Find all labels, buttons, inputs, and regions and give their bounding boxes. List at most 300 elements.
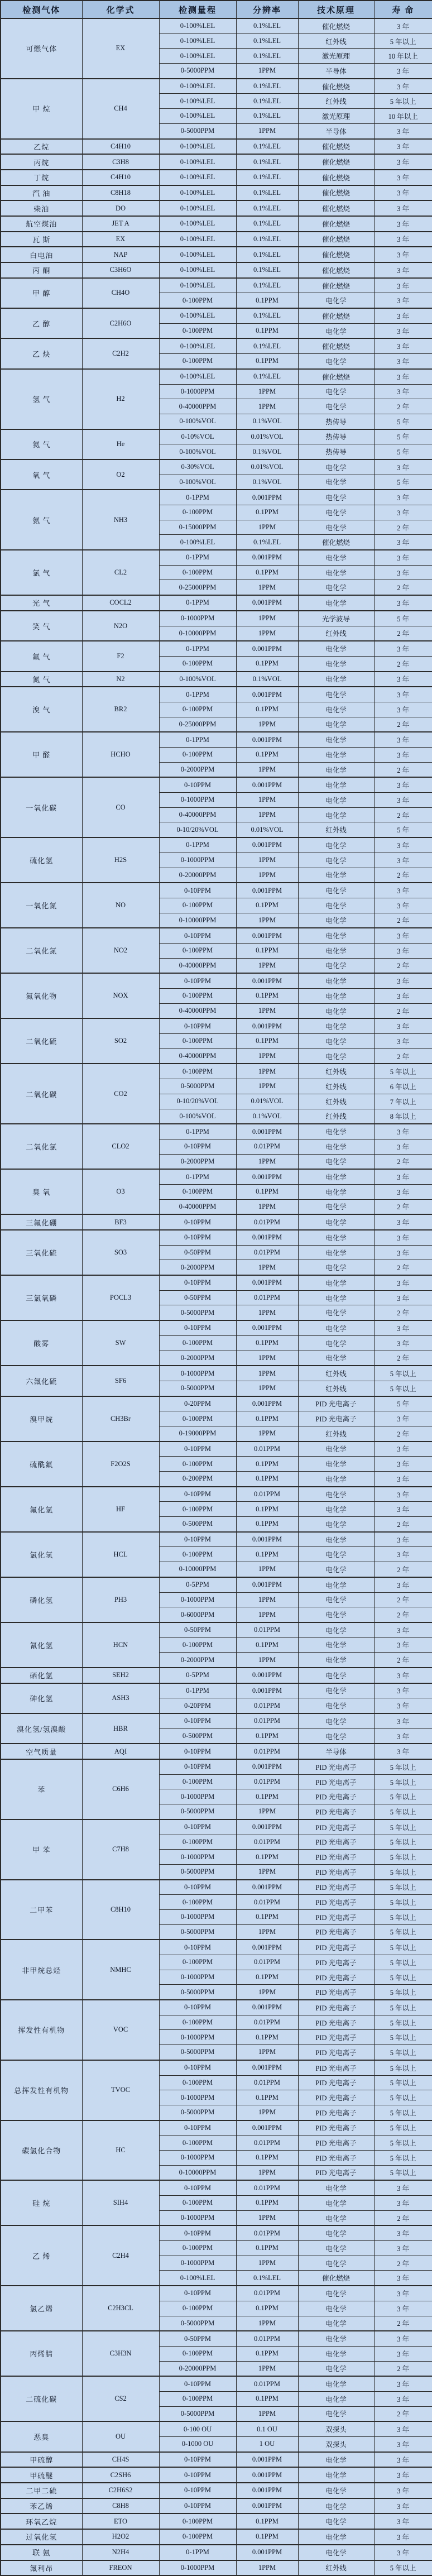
resolution-cell: 1PPM <box>236 1366 298 1381</box>
lifespan-cell: 2 年 <box>374 656 432 671</box>
lifespan-cell: 2 年 <box>374 626 432 641</box>
lifespan-cell: 3 年 <box>374 139 432 155</box>
table-row <box>1 2529 432 2545</box>
table-row <box>1 1683 432 1698</box>
formula-cell: C3H3N <box>82 2331 159 2376</box>
resolution-cell: 1PPM <box>236 1154 298 1169</box>
range-cell: 0-2000PPM <box>159 762 236 777</box>
table-row <box>1 837 432 853</box>
principle-cell: PID 光电离子 <box>298 1804 374 1820</box>
resolution-cell: 0.1PPM <box>236 1184 298 1199</box>
range-cell: 0-10PPM <box>159 2060 236 2075</box>
lifespan-cell: 3 年 <box>374 2271 432 2286</box>
resolution-cell: 0.1PPM <box>236 2030 298 2045</box>
formula-cell: FREON <box>82 2560 159 2576</box>
formula-cell: HF <box>82 1487 159 1532</box>
gas-name-cell: 柴油 <box>1 200 82 216</box>
gas-name-cell: 氟利昂 <box>1 2560 82 2576</box>
table-row <box>1 2060 432 2075</box>
principle-cell: PID 光电离子 <box>298 1774 374 1789</box>
principle-cell: 电化学 <box>298 928 374 943</box>
range-cell: 0-5000PPM <box>159 2316 236 2331</box>
gas-name-cell: 丁烷 <box>1 170 82 185</box>
lifespan-cell: 5 年以上 <box>374 1804 432 1820</box>
principle-cell: 电化学 <box>298 475 374 490</box>
resolution-cell: 0.1%LEL <box>236 33 298 49</box>
lifespan-cell: 5 年以上 <box>374 1064 432 1079</box>
resolution-cell: 1PPM <box>236 384 298 399</box>
resolution-cell: 0.1PPM <box>236 2196 298 2211</box>
lifespan-cell: 5 年 <box>374 611 432 626</box>
lifespan-cell: 3 年 <box>374 2286 432 2301</box>
gas-name-cell: 苯乙烯 <box>1 2498 82 2514</box>
principle-cell: 电化学 <box>298 837 374 853</box>
resolution-cell: 0.01PPM <box>236 1835 298 1850</box>
gas-name-cell: 环氧乙烷 <box>1 2513 82 2529</box>
resolution-cell: 0.1%LEL <box>236 200 298 216</box>
formula-cell: NMHC <box>82 1940 159 2000</box>
gas-name-cell: 氦 气 <box>1 429 82 459</box>
column-header-gas: 检测气体 <box>1 1 82 18</box>
resolution-cell: 1PPM <box>236 807 298 822</box>
principle-cell: 催化燃烧 <box>298 247 374 262</box>
resolution-cell: 0.1%LEL <box>236 278 298 293</box>
lifespan-cell: 2 年 <box>374 913 432 928</box>
resolution-cell: 0.1PPM <box>236 1970 298 1985</box>
range-cell: 0-50PPM <box>159 1290 236 1305</box>
table-header-row <box>1 1 432 18</box>
range-cell: 0-10000PPM <box>159 1562 236 1577</box>
range-cell: 0-20000PPM <box>159 2361 236 2376</box>
range-cell: 0-100PPM <box>159 702 236 717</box>
principle-cell: 红外线 <box>298 1426 374 1441</box>
lifespan-cell: 3 年 <box>374 1547 432 1562</box>
formula-cell: H2S <box>82 837 159 883</box>
lifespan-cell: 5 年以上 <box>374 1895 432 1910</box>
range-cell: 0-100PPM <box>159 748 236 763</box>
principle-cell: 电化学 <box>298 1139 374 1154</box>
lifespan-cell: 3 年 <box>374 535 432 550</box>
formula-cell: SIH4 <box>82 2180 159 2225</box>
lifespan-cell: 3 年 <box>374 1472 432 1487</box>
principle-cell: 电化学 <box>298 2210 374 2225</box>
principle-cell: 催化燃烧 <box>298 154 374 170</box>
resolution-cell: 1PPM <box>236 1985 298 2000</box>
lifespan-cell: 5 年以上 <box>374 1880 432 1895</box>
resolution-cell: 0.1PPM <box>236 1789 298 1804</box>
lifespan-cell: 3 年 <box>374 565 432 580</box>
principle-cell: 电化学 <box>298 656 374 671</box>
principle-cell: 半导体 <box>298 123 374 138</box>
principle-cell: 电化学 <box>298 399 374 414</box>
resolution-cell: 0.001PPM <box>236 1759 298 1774</box>
column-header-resolution: 分辨率 <box>236 1 298 18</box>
range-cell: 0-1PPM <box>159 490 236 505</box>
resolution-cell: 0.1PPM <box>236 354 298 369</box>
lifespan-cell: 5 年 <box>374 429 432 444</box>
range-cell: 0-10PPM <box>159 1880 236 1895</box>
principle-cell: PID 光电离子 <box>298 1924 374 1940</box>
range-cell: 0-100%LEL <box>159 232 236 247</box>
formula-cell: CH4S <box>82 2452 159 2468</box>
range-cell: 0-100PPM <box>159 354 236 369</box>
formula-cell: JET A <box>82 216 159 232</box>
lifespan-cell: 3 年 <box>374 1275 432 1290</box>
formula-cell: C4H10 <box>82 139 159 155</box>
principle-cell: 电化学 <box>298 1592 374 1607</box>
lifespan-cell: 5 年以上 <box>374 1955 432 1970</box>
gas-name-cell: 三氯氧磷 <box>1 1275 82 1320</box>
range-cell: 0-1000PPM <box>159 2150 236 2165</box>
range-cell: 0-200PPM <box>159 1472 236 1487</box>
principle-cell: PID 光电离子 <box>298 1909 374 1924</box>
resolution-cell: 0.1%VOL <box>236 414 298 429</box>
resolution-cell: 0.001PPM <box>236 1230 298 1245</box>
range-cell: 0-40000PPM <box>159 399 236 414</box>
lifespan-cell: 2 年 <box>374 1003 432 1018</box>
resolution-cell: 1PPM <box>236 2316 298 2331</box>
formula-cell: ASH3 <box>82 1683 159 1713</box>
resolution-cell: 0.01PPM <box>236 2180 298 2195</box>
lifespan-cell: 3 年 <box>374 641 432 656</box>
table-row <box>1 1275 432 1290</box>
table-row <box>1 1668 432 1683</box>
range-cell: 0-100%LEL <box>159 33 236 49</box>
principle-cell: 电化学 <box>298 1260 374 1275</box>
table-row <box>1 154 432 170</box>
principle-cell: 光学波导 <box>298 611 374 626</box>
formula-cell: N2 <box>82 672 159 687</box>
range-cell: 0-1000PPM <box>159 853 236 868</box>
resolution-cell: 0.1PPM <box>236 2529 298 2545</box>
range-cell: 0-5000PPM <box>159 64 236 79</box>
resolution-cell: 0.1%LEL <box>236 185 298 201</box>
range-cell: 0-100PPM <box>159 943 236 958</box>
lifespan-cell: 3 年 <box>374 793 432 808</box>
range-cell: 0-100PPM <box>159 2513 236 2529</box>
lifespan-cell: 3 年 <box>374 1139 432 1154</box>
range-cell: 0-1PPM <box>159 732 236 747</box>
range-cell: 0-500PPM <box>159 1728 236 1744</box>
formula-cell: NO <box>82 883 159 928</box>
lifespan-cell: 3 年 <box>374 505 432 520</box>
formula-cell: NAP <box>82 247 159 262</box>
lifespan-cell: 5 年 <box>374 1396 432 1411</box>
table-row <box>1 2120 432 2136</box>
range-cell: 0-10/20%VOL <box>159 1094 236 1109</box>
range-cell: 0-15000PPM <box>159 520 236 535</box>
resolution-cell: 1PPM <box>236 2361 298 2376</box>
principle-cell: 电化学 <box>298 459 374 475</box>
range-cell: 0-6000PPM <box>159 1607 236 1622</box>
resolution-cell: 0.001PPM <box>236 1820 298 1835</box>
gas-name-cell: 乙 炔 <box>1 338 82 368</box>
range-cell: 0-100PPM <box>159 2241 236 2256</box>
range-cell: 0-50PPM <box>159 1622 236 1637</box>
principle-cell: PID 光电离子 <box>298 1835 374 1850</box>
formula-cell: TVOC <box>82 2060 159 2120</box>
table-row <box>1 2452 432 2468</box>
lifespan-cell: 5 年以上 <box>374 1835 432 1850</box>
principle-cell: PID 光电离子 <box>298 1411 374 1426</box>
resolution-cell: 1PPM <box>236 2105 298 2120</box>
lifespan-cell: 3 年 <box>374 973 432 988</box>
formula-cell: SW <box>82 1320 159 1366</box>
lifespan-cell: 5 年以上 <box>374 2150 432 2165</box>
gas-name-cell: 丙烯腈 <box>1 2331 82 2376</box>
resolution-cell: 0.1PPM <box>236 2150 298 2165</box>
principle-cell: 电化学 <box>298 913 374 928</box>
resolution-cell: 0.1PPM <box>236 2241 298 2256</box>
range-cell: 0-50PPM <box>159 1245 236 1260</box>
resolution-cell: 0.001PPM <box>236 687 298 702</box>
lifespan-cell: 3 年 <box>374 200 432 216</box>
lifespan-cell: 3 年 <box>374 1698 432 1713</box>
resolution-cell: 0.1%LEL <box>236 338 298 353</box>
formula-cell: C2SH6 <box>82 2467 159 2483</box>
range-cell: 0-2000PPM <box>159 1351 236 1366</box>
resolution-cell: 0.1%LEL <box>236 94 298 109</box>
lifespan-cell: 3 年 <box>374 2225 432 2240</box>
principle-cell: PID 光电离子 <box>298 1820 374 1835</box>
range-cell: 0-100%LEL <box>159 79 236 94</box>
resolution-cell: 0.001PPM <box>236 1880 298 1895</box>
principle-cell: 电化学 <box>298 1698 374 1713</box>
lifespan-cell: 3 年 <box>374 989 432 1004</box>
range-cell: 0-100PPM <box>159 1064 236 1079</box>
table-row <box>1 2180 432 2195</box>
formula-cell: H2O2 <box>82 2529 159 2545</box>
range-cell: 0-100PPM <box>159 293 236 308</box>
gas-name-cell: 笑 气 <box>1 611 82 641</box>
lifespan-cell: 3 年 <box>374 1335 432 1351</box>
lifespan-cell: 5 年以上 <box>374 1850 432 1865</box>
formula-cell: CO <box>82 777 159 837</box>
principle-cell: 电化学 <box>298 1728 374 1744</box>
lifespan-cell: 5 年以上 <box>374 2120 432 2136</box>
range-cell: 0-100PPM <box>159 2075 236 2090</box>
principle-cell: 催化燃烧 <box>298 369 374 384</box>
principle-cell: 电化学 <box>298 853 374 868</box>
range-cell: 0-1000PPM <box>159 611 236 626</box>
resolution-cell: 0.1PPM <box>236 1034 298 1049</box>
gas-name-cell: 空气质量 <box>1 1744 82 1759</box>
resolution-cell: 0.1%LEL <box>236 369 298 384</box>
resolution-cell: 0.1%LEL <box>236 216 298 232</box>
table-row <box>1 278 432 293</box>
resolution-cell: 1PPM <box>236 2045 298 2060</box>
lifespan-cell: 5 年以上 <box>374 1909 432 1924</box>
resolution-cell: 0.01PPM <box>236 2015 298 2030</box>
resolution-cell: 0.1 OU <box>236 2421 298 2436</box>
range-cell: 0-1PPM <box>159 641 236 656</box>
range-cell: 0-100PPM <box>159 656 236 671</box>
resolution-cell: 0.01PPM <box>236 2331 298 2346</box>
lifespan-cell: 3 年 <box>374 1442 432 1457</box>
lifespan-cell: 3 年 <box>374 2529 432 2545</box>
principle-cell: 电化学 <box>298 505 374 520</box>
lifespan-cell: 3 年 <box>374 1230 432 1245</box>
principle-cell: 电化学 <box>298 1653 374 1668</box>
formula-cell: CH4O <box>82 278 159 308</box>
range-cell: 0-5000PPM <box>159 1804 236 1820</box>
gas-name-cell: 二氧化氮 <box>1 928 82 973</box>
range-cell: 0-25000PPM <box>159 580 236 595</box>
lifespan-cell: 3 年 <box>374 1411 432 1426</box>
principle-cell: 半导体 <box>298 64 374 79</box>
principle-cell: 电化学 <box>298 2483 374 2498</box>
formula-cell: F2 <box>82 641 159 671</box>
principle-cell: 电化学 <box>298 1668 374 1683</box>
lifespan-cell: 5 年以上 <box>374 2045 432 2060</box>
resolution-cell: 1PPM <box>236 1351 298 1366</box>
lifespan-cell: 3 年 <box>374 1683 432 1698</box>
resolution-cell: 0.1%LEL <box>236 18 298 33</box>
gas-name-cell: 硫酰氟 <box>1 1442 82 1487</box>
lifespan-cell: 5 年以上 <box>374 1820 432 1835</box>
resolution-cell: 1PPM <box>236 626 298 641</box>
lifespan-cell: 2 年 <box>374 762 432 777</box>
range-cell: 0-100%LEL <box>159 200 236 216</box>
resolution-cell: 0.1PPM <box>236 2513 298 2529</box>
lifespan-cell: 2 年 <box>374 1305 432 1320</box>
range-cell: 0-1000PPM <box>159 1592 236 1607</box>
gas-name-cell: 联 氨 <box>1 2545 82 2560</box>
gas-name-cell: 臭 氧 <box>1 1169 82 1214</box>
column-header-formula: 化学式 <box>82 1 159 18</box>
lifespan-cell: 3 年 <box>374 1034 432 1049</box>
resolution-cell: 0.001PPM <box>236 1018 298 1033</box>
lifespan-cell: 5 年以上 <box>374 1924 432 1940</box>
principle-cell: 电化学 <box>298 2529 374 2545</box>
lifespan-cell: 5 年以上 <box>374 1759 432 1774</box>
lifespan-cell: 3 年 <box>374 1018 432 1033</box>
range-cell: 0-10000PPM <box>159 913 236 928</box>
principle-cell: 热传导 <box>298 429 374 444</box>
principle-cell: PID 光电离子 <box>298 1396 374 1411</box>
resolution-cell: 1PPM <box>236 2560 298 2576</box>
column-header-lifespan: 寿 命 <box>374 1 432 18</box>
principle-cell: 电化学 <box>298 1607 374 1622</box>
range-cell: 0-10PPM <box>159 2286 236 2301</box>
lifespan-cell: 2 年 <box>374 1562 432 1577</box>
principle-cell: 热传导 <box>298 414 374 429</box>
principle-cell: PID 光电离子 <box>298 1789 374 1804</box>
range-cell: 0-100PPM <box>159 1411 236 1426</box>
lifespan-cell: 5 年以上 <box>374 1970 432 1985</box>
range-cell: 0-100%LEL <box>159 18 236 33</box>
principle-cell: 电化学 <box>298 2513 374 2529</box>
gas-name-cell: 砷化氢 <box>1 1683 82 1713</box>
lifespan-cell: 5 年以上 <box>374 33 432 49</box>
principle-cell: 电化学 <box>298 2361 374 2376</box>
gas-name-cell: 二氧化硫 <box>1 1018 82 1064</box>
principle-cell: 红外线 <box>298 626 374 641</box>
gas-name-cell: 非甲烷总烃 <box>1 1940 82 2000</box>
resolution-cell: 1PPM <box>236 399 298 414</box>
principle-cell: 电化学 <box>298 793 374 808</box>
resolution-cell: 0.001PPM <box>236 1940 298 1955</box>
principle-cell: 电化学 <box>298 550 374 565</box>
lifespan-cell: 3 年 <box>374 2196 432 2211</box>
range-cell: 0-10PPM <box>159 1139 236 1154</box>
table-row <box>1 595 432 611</box>
range-cell: 0-10PPM <box>159 1713 236 1728</box>
formula-cell: C4H10 <box>82 170 159 185</box>
table-row <box>1 1320 432 1335</box>
principle-cell: 催化燃烧 <box>298 535 374 550</box>
column-header-range: 检测量程 <box>159 1 236 18</box>
lifespan-cell: 3 年 <box>374 2498 432 2514</box>
lifespan-cell: 5 年以上 <box>374 2560 432 2576</box>
resolution-cell: 0.1PPM <box>236 1502 298 1517</box>
table-row <box>1 1820 432 1835</box>
range-cell: 0-1000PPM <box>159 2256 236 2271</box>
range-cell: 0-40000PPM <box>159 807 236 822</box>
principle-cell: 红外线 <box>298 1109 374 1124</box>
lifespan-cell: 3 年 <box>374 928 432 943</box>
resolution-cell: 0.1PPM <box>236 2391 298 2406</box>
lifespan-cell: 5 年以上 <box>374 2136 432 2151</box>
principle-cell: 电化学 <box>298 2241 374 2256</box>
principle-cell: 电化学 <box>298 2545 374 2560</box>
lifespan-cell: 3 年 <box>374 170 432 185</box>
lifespan-cell: 3 年 <box>374 1713 432 1728</box>
principle-cell: 红外线 <box>298 1366 374 1381</box>
formula-cell: ETO <box>82 2513 159 2529</box>
resolution-cell: 0.1PPM <box>236 943 298 958</box>
lifespan-cell: 3 年 <box>374 853 432 868</box>
gas-name-cell: 乙 醇 <box>1 308 82 338</box>
table-row <box>1 2467 432 2483</box>
gas-name-cell: 甲硫醚 <box>1 2467 82 2483</box>
table-row <box>1 611 432 626</box>
formula-cell: HCHO <box>82 732 159 777</box>
range-cell: 0-1PPM <box>159 550 236 565</box>
range-cell: 0-5000PPM <box>159 1985 236 2000</box>
formula-cell: EX <box>82 232 159 247</box>
range-cell: 0-10PPM <box>159 2498 236 2514</box>
formula-cell: NO2 <box>82 928 159 973</box>
formula-cell: F2O2S <box>82 1442 159 1487</box>
gas-name-cell: 甲 苯 <box>1 1820 82 1880</box>
resolution-cell: 0.001PPM <box>236 837 298 853</box>
formula-cell: SF6 <box>82 1366 159 1396</box>
gas-name-cell: 二氧化碳 <box>1 1064 82 1124</box>
resolution-cell: 1PPM <box>236 580 298 595</box>
resolution-cell: 0.001PPM <box>236 2120 298 2136</box>
lifespan-cell: 5 年以上 <box>374 1985 432 2000</box>
range-cell: 0-100%VOL <box>159 475 236 490</box>
gas-name-cell: 氨 气 <box>1 490 82 550</box>
lifespan-cell: 5 年以上 <box>374 94 432 109</box>
lifespan-cell: 3 年 <box>374 2421 432 2436</box>
resolution-cell: 1PPM <box>236 2165 298 2180</box>
lifespan-cell: 5 年以上 <box>374 2165 432 2180</box>
principle-cell: 电化学 <box>298 595 374 611</box>
principle-cell: 电化学 <box>298 641 374 656</box>
resolution-cell: 0.1PPM <box>236 748 298 763</box>
resolution-cell: 0.001PPM <box>236 1320 298 1335</box>
principle-cell: PID 光电离子 <box>298 2136 374 2151</box>
table-row <box>1 185 432 201</box>
resolution-cell: 0.1PPM <box>236 505 298 520</box>
formula-cell: CO2 <box>82 1064 159 1124</box>
principle-cell: 电化学 <box>298 1457 374 1472</box>
lifespan-cell: 3 年 <box>374 837 432 853</box>
resolution-cell: 0.1%LEL <box>236 232 298 247</box>
principle-cell: 电化学 <box>298 1713 374 1728</box>
